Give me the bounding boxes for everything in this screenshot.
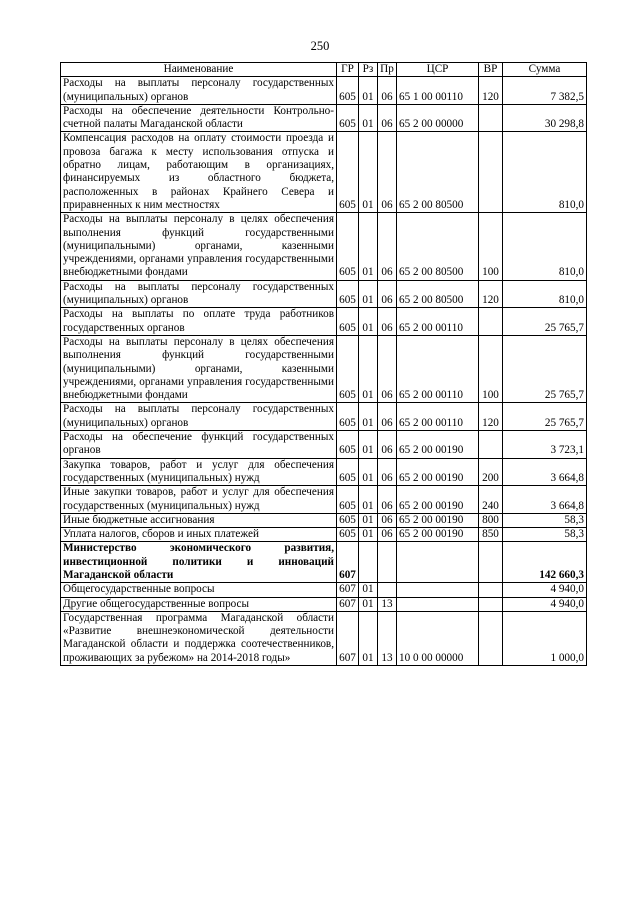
cell-vr: 100 — [479, 335, 503, 402]
page-number: 250 — [310, 39, 330, 53]
table-header-row — [61, 63, 587, 77]
cell-pr: 13 — [378, 611, 397, 665]
cell-sum: 25 765,7 — [503, 308, 587, 336]
header-csr: ЦСР — [397, 63, 479, 77]
cell-name: Общегосударственные вопросы — [61, 583, 337, 597]
budget-table — [60, 62, 587, 666]
header-pr: Пр — [378, 63, 397, 77]
cell-pr: 06 — [378, 528, 397, 542]
cell-gr: 605 — [337, 486, 359, 514]
cell-pr: 06 — [378, 280, 397, 308]
cell-vr: 240 — [479, 486, 503, 514]
cell-name: Министерство экономического развития, инвестиционной политики и инноваций Магаданской области — [61, 542, 337, 583]
cell-vr — [479, 597, 503, 611]
cell-name: Иные закупки товаров, работ и услуг для обеспечения государственных (муниципальных) нужд — [61, 486, 337, 514]
table-row — [61, 308, 587, 336]
cell-sum: 4 940,0 — [503, 597, 587, 611]
table-row — [61, 132, 587, 213]
cell-csr: 65 1 00 00110 — [397, 77, 479, 105]
cell-csr: 65 2 00 00110 — [397, 308, 479, 336]
table-row — [61, 458, 587, 486]
cell-name: Расходы на обеспечение деятельности Контрольно-счетной палаты Магаданской области — [61, 104, 337, 132]
cell-name: Расходы на выплаты персоналу государственных (муниципальных) органов — [61, 403, 337, 431]
cell-vr — [479, 611, 503, 665]
cell-vr — [479, 431, 503, 459]
cell-csr: 65 2 00 00190 — [397, 431, 479, 459]
cell-pr: 06 — [378, 431, 397, 459]
cell-csr: 65 2 00 80500 — [397, 280, 479, 308]
cell-name: Расходы на выплаты персоналу в целях обеспечения выполнения функций государственными (муниципальными) органами, казенными учреждениями, органами управления государственными внебюджетными фондами — [61, 213, 337, 280]
cell-csr: 65 2 00 00190 — [397, 513, 479, 527]
cell-rz: 01 — [359, 431, 378, 459]
cell-csr — [397, 542, 479, 583]
cell-vr — [479, 308, 503, 336]
cell-gr: 605 — [337, 280, 359, 308]
cell-gr: 605 — [337, 213, 359, 280]
cell-pr: 06 — [378, 308, 397, 336]
table-row — [61, 583, 587, 597]
cell-pr: 13 — [378, 597, 397, 611]
cell-csr: 65 2 00 00190 — [397, 486, 479, 514]
cell-rz: 01 — [359, 611, 378, 665]
table-row — [61, 213, 587, 280]
cell-rz: 01 — [359, 486, 378, 514]
table-row — [61, 431, 587, 459]
cell-csr: 65 2 00 00000 — [397, 104, 479, 132]
table-row — [61, 528, 587, 542]
cell-sum: 3 664,8 — [503, 458, 587, 486]
cell-vr: 100 — [479, 213, 503, 280]
cell-rz: 01 — [359, 132, 378, 213]
cell-vr: 850 — [479, 528, 503, 542]
cell-name: Уплата налогов, сборов и иных платежей — [61, 528, 337, 542]
header-name: Наименование — [61, 63, 337, 77]
cell-pr: 06 — [378, 486, 397, 514]
cell-gr: 605 — [337, 335, 359, 402]
cell-gr: 607 — [337, 597, 359, 611]
cell-pr: 06 — [378, 77, 397, 105]
cell-pr — [378, 542, 397, 583]
cell-vr: 120 — [479, 280, 503, 308]
cell-csr — [397, 583, 479, 597]
cell-gr: 605 — [337, 104, 359, 132]
table-row — [61, 486, 587, 514]
cell-pr: 06 — [378, 513, 397, 527]
table-body — [61, 77, 587, 666]
cell-csr: 65 2 00 80500 — [397, 213, 479, 280]
table-row — [61, 597, 587, 611]
table-row — [61, 77, 587, 105]
cell-sum: 4 940,0 — [503, 583, 587, 597]
cell-vr — [479, 104, 503, 132]
cell-rz: 01 — [359, 597, 378, 611]
cell-sum: 7 382,5 — [503, 77, 587, 105]
cell-csr: 65 2 00 00110 — [397, 403, 479, 431]
cell-vr: 120 — [479, 403, 503, 431]
header-rz: Рз — [359, 63, 378, 77]
table-row — [61, 104, 587, 132]
table-row — [61, 513, 587, 527]
header-vr: ВР — [479, 63, 503, 77]
cell-gr: 605 — [337, 77, 359, 105]
cell-vr: 800 — [479, 513, 503, 527]
cell-sum: 3 664,8 — [503, 486, 587, 514]
cell-sum: 1 000,0 — [503, 611, 587, 665]
cell-name: Государственная программа Магаданской области «Развитие внешнеэкономической деятельности Магаданской области и поддержка соотечественников, проживающих за рубежом» на 2014-2018 годы» — [61, 611, 337, 665]
cell-csr: 65 2 00 80500 — [397, 132, 479, 213]
cell-rz: 01 — [359, 528, 378, 542]
cell-name: Другие общегосударственные вопросы — [61, 597, 337, 611]
cell-sum: 810,0 — [503, 213, 587, 280]
cell-pr: 06 — [378, 458, 397, 486]
cell-pr: 06 — [378, 335, 397, 402]
cell-rz: 01 — [359, 280, 378, 308]
cell-gr: 605 — [337, 403, 359, 431]
cell-csr: 65 2 00 00190 — [397, 458, 479, 486]
cell-pr — [378, 583, 397, 597]
cell-name: Закупка товаров, работ и услуг для обеспечения государственных (муниципальных) нужд — [61, 458, 337, 486]
cell-rz: 01 — [359, 335, 378, 402]
cell-sum: 25 765,7 — [503, 403, 587, 431]
table-row — [61, 611, 587, 665]
cell-vr: 200 — [479, 458, 503, 486]
cell-rz: 01 — [359, 104, 378, 132]
cell-csr: 65 2 00 00110 — [397, 335, 479, 402]
cell-pr: 06 — [378, 104, 397, 132]
cell-pr: 06 — [378, 132, 397, 213]
cell-gr: 605 — [337, 431, 359, 459]
cell-rz: 01 — [359, 77, 378, 105]
cell-pr: 06 — [378, 213, 397, 280]
cell-vr — [479, 583, 503, 597]
cell-sum: 25 765,7 — [503, 335, 587, 402]
cell-name: Расходы на обеспечение функций государственных органов — [61, 431, 337, 459]
cell-name: Расходы на выплаты персоналу государственных (муниципальных) органов — [61, 280, 337, 308]
cell-sum: 142 660,3 — [503, 542, 587, 583]
cell-gr: 605 — [337, 528, 359, 542]
cell-gr: 607 — [337, 583, 359, 597]
cell-gr: 607 — [337, 611, 359, 665]
cell-csr: 65 2 00 00190 — [397, 528, 479, 542]
cell-vr — [479, 542, 503, 583]
cell-sum: 810,0 — [503, 280, 587, 308]
cell-rz: 01 — [359, 583, 378, 597]
table-row — [61, 403, 587, 431]
cell-name: Иные бюджетные ассигнования — [61, 513, 337, 527]
cell-csr — [397, 597, 479, 611]
table-row — [61, 335, 587, 402]
cell-vr: 120 — [479, 77, 503, 105]
cell-gr: 607 — [337, 542, 359, 583]
table-row — [61, 542, 587, 583]
cell-sum: 30 298,8 — [503, 104, 587, 132]
cell-vr — [479, 132, 503, 213]
cell-gr: 605 — [337, 458, 359, 486]
cell-gr: 605 — [337, 132, 359, 213]
cell-gr: 605 — [337, 513, 359, 527]
cell-rz: 01 — [359, 513, 378, 527]
cell-sum: 3 723,1 — [503, 431, 587, 459]
cell-rz: 01 — [359, 308, 378, 336]
cell-name: Расходы на выплаты по оплате труда работников государственных органов — [61, 308, 337, 336]
cell-rz: 01 — [359, 213, 378, 280]
cell-sum: 58,3 — [503, 513, 587, 527]
table-row — [61, 280, 587, 308]
header-gr: ГР — [337, 63, 359, 77]
cell-rz: 01 — [359, 403, 378, 431]
cell-name: Расходы на выплаты персоналу в целях обеспечения выполнения функций государственными (муниципальными) органами, казенными учреждениями, органами управления государственными внебюджетными фондами — [61, 335, 337, 402]
cell-name: Расходы на выплаты персоналу государственных (муниципальных) органов — [61, 77, 337, 105]
cell-sum: 810,0 — [503, 132, 587, 213]
cell-csr: 10 0 00 00000 — [397, 611, 479, 665]
cell-rz: 01 — [359, 458, 378, 486]
cell-rz — [359, 542, 378, 583]
cell-sum: 58,3 — [503, 528, 587, 542]
cell-name: Компенсация расходов на оплату стоимости проезда и провоза багажа к месту использования отпуска и обратно лицам, работающим в организациях, финансируемых из областного бюджета, расположенных в районах Крайнего Севера и приравненных к ним местностях — [61, 132, 337, 213]
cell-pr: 06 — [378, 403, 397, 431]
header-sum: Сумма — [503, 63, 587, 77]
cell-gr: 605 — [337, 308, 359, 336]
